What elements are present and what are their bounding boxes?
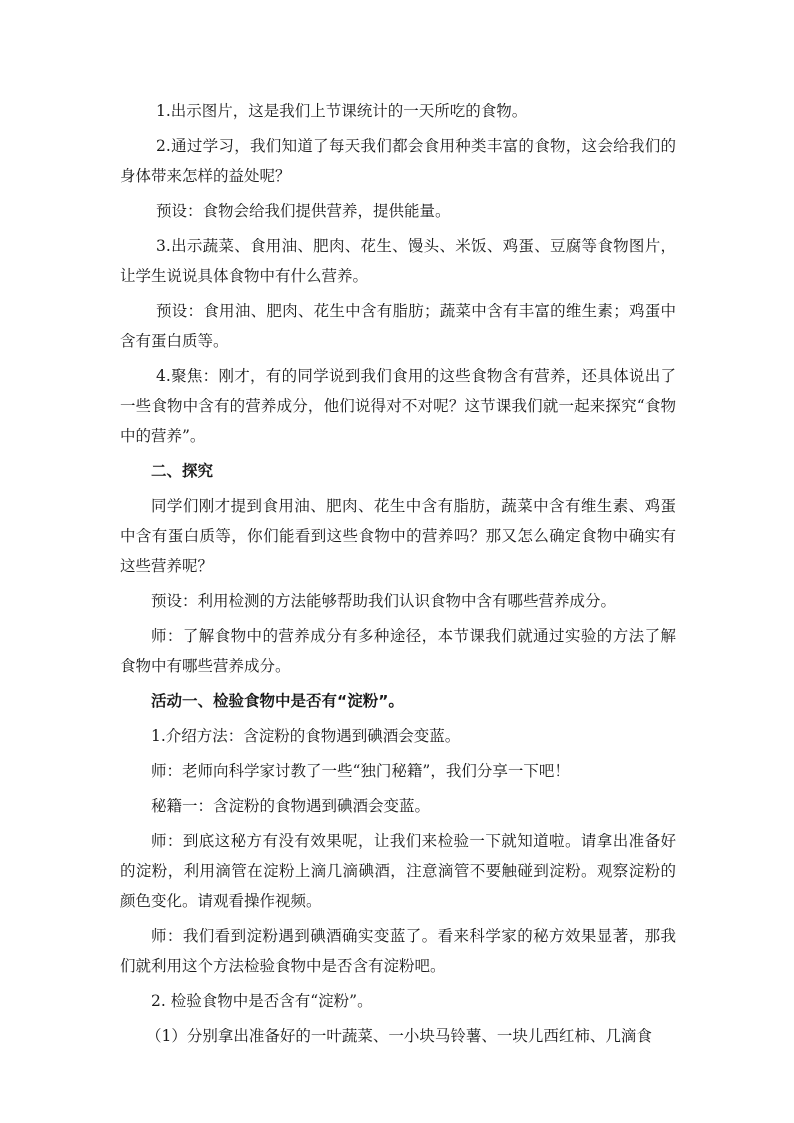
paragraph-method: 1.介绍方法：含淀粉的食物遇到碘酒会变蓝。 (151, 727, 461, 745)
paragraph-preset-2: 预设：食用油、肥肉、花生中含有脂肪；蔬菜中含有丰富的维生素；鸡蛋中含有蛋白质等。 (120, 302, 676, 350)
paragraph-explore-1: 同学们刚才提到食用油、肥肉、花生中含有脂肪，蔬菜中含有维生素、鸡蛋中含有蛋白质等，你们能看到这些食物中的营养吗？那又怎么确定食物中确实有这些营养呢？ (120, 497, 676, 575)
document-body (120, 96, 676, 1056)
paragraph-secret-1: 秘籍一：含淀粉的食物遇到碘酒会变蓝。 (151, 797, 431, 815)
paragraph-preset-1: 预设：食物会给我们提供营养，提供能量。 (156, 202, 451, 220)
paragraph-teacher-1: 师：了解食物中的营养成分有多种途径，本节课我们就通过实验的方法了解食物中有哪些营养成分。 (120, 627, 676, 675)
paragraph-teacher-2: 师：老师向科学家讨教了一些“独门秘籍”，我们分享一下吧！ (151, 762, 570, 780)
activity-heading-starch: 活动一、检验食物中是否有“淀粉”。 (151, 692, 404, 710)
paragraph-intro-1: 1.出示图片，这是我们上节课统计的一天所吃的食物。 (156, 102, 528, 120)
paragraph-intro-4: 4.聚焦：刚才，有的同学说到我们食用的这些食物含有营养，还具体说出了一些食物中含有的营养成分，他们说得对不对呢？这节课我们就一起来探究“食物中的营养”。 (120, 367, 676, 445)
paragraph-intro-2: 2.通过学习，我们知道了每天我们都会食用种类丰富的食物，这会给我们的身体带来怎样的益处呢？ (120, 137, 676, 185)
paragraph-step-2: 2. 检验食物中是否含有“淀粉”。 (151, 992, 373, 1010)
paragraph-teacher-3: 师：到底这秘方有没有效果呢，让我们来检验一下就知道啦。请拿出准备好的淀粉，利用滴管在淀粉上滴几滴碘酒，注意滴管不要触碰到淀粉。观察淀粉的颜色变化。请观看操作视频。 (120, 832, 676, 910)
paragraph-preset-3: 预设：利用检测的方法能够帮助我们认识食物中含有哪些营养成分。 (151, 592, 617, 610)
section-heading-explore: 二、探究 (151, 462, 214, 480)
paragraph-teacher-4: 师：我们看到淀粉遇到碘酒确实变蓝了。看来科学家的秘方效果显著，那我们就利用这个方法检验食物中是否含有淀粉吧。 (120, 927, 676, 975)
paragraph-step-2-1: （1）分别拿出准备好的一叶蔬菜、一小块马铃薯、一块儿西红柿、几滴食 (146, 1027, 652, 1045)
paragraph-intro-3: 3.出示蔬菜、食用油、肥肉、花生、馒头、米饭、鸡蛋、豆腐等食物图片，让学生说说具体食物中有什么营养。 (120, 237, 676, 285)
